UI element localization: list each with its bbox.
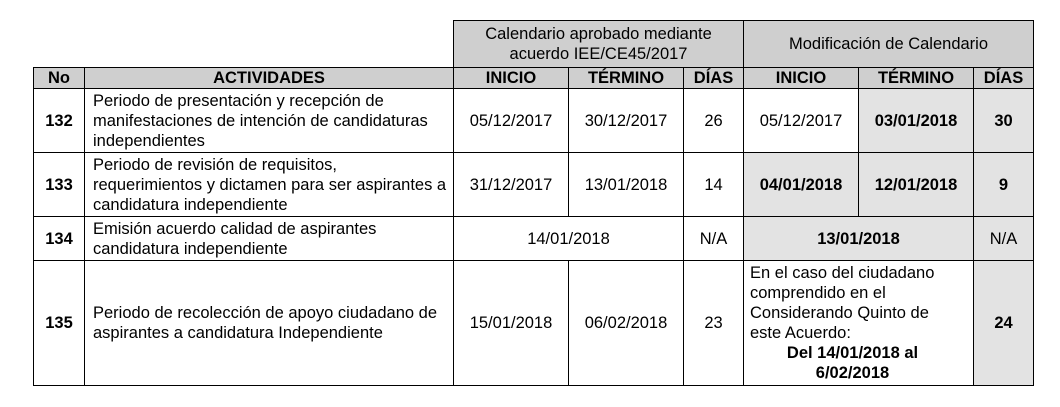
mod-end-date-cell: 03/01/2018	[859, 89, 974, 153]
table-row	[34, 217, 1034, 261]
date-cell: 14/01/2018	[454, 217, 684, 261]
activity-cell: Periodo de revisión de requisitos, requerimientos y dictamen para ser aspirantes a candidatura independiente	[85, 153, 454, 217]
col-header-termino: TÉRMINO	[569, 68, 684, 89]
col-header-actividades: ACTIVIDADES	[85, 68, 454, 89]
group-approved-header: Calendario aprobado mediante acuerdo IEE/CE45/2017	[454, 21, 744, 68]
mod-date-cell: 13/01/2018	[744, 217, 974, 261]
row-number: 133	[34, 153, 85, 217]
empty-corner	[34, 21, 454, 68]
activity-cell: Periodo de presentación y recepción de manifestaciones de intención de candidaturas independientes	[85, 89, 454, 153]
mod-note-range: Del 14/01/2018 al 6/02/2018	[786, 344, 919, 382]
mod-note-cell	[744, 261, 974, 386]
days-cell: 14	[684, 153, 744, 217]
mod-note-block	[750, 263, 955, 383]
mod-note-text: En el caso del ciudadano comprendido en el Considerando Quinto de este Acuerdo:	[750, 264, 935, 342]
start-date-cell: 31/12/2017	[454, 153, 569, 217]
mod-end-date-cell: 12/01/2018	[859, 153, 974, 217]
col-header-mod-inicio: INICIO	[744, 68, 859, 89]
row-number: 135	[34, 261, 85, 386]
col-header-mod-dias: DÍAS	[974, 68, 1034, 89]
table-row	[34, 89, 1034, 153]
end-date-cell: 06/02/2018	[569, 261, 684, 386]
calendar-table	[33, 20, 1034, 386]
days-cell: 23	[684, 261, 744, 386]
group-modified-header: Modificación de Calendario	[744, 21, 1034, 68]
mod-days-cell: 24	[974, 261, 1034, 386]
mod-days-cell: 30	[974, 89, 1034, 153]
activity-cell: Periodo de recolección de apoyo ciudadano de aspirantes a candidatura Independiente	[85, 261, 454, 386]
col-header-mod-termino: TÉRMINO	[859, 68, 974, 89]
mod-days-cell: N/A	[974, 217, 1034, 261]
end-date-cell: 13/01/2018	[569, 153, 684, 217]
column-header-row	[34, 68, 1034, 89]
table-row	[34, 153, 1034, 217]
table-row	[34, 261, 1034, 386]
mod-days-cell: 9	[974, 153, 1034, 217]
group-header-row	[34, 21, 1034, 68]
mod-start-date-cell: 05/12/2017	[744, 89, 859, 153]
start-date-cell: 05/12/2017	[454, 89, 569, 153]
row-number: 134	[34, 217, 85, 261]
mod-start-date-cell: 04/01/2018	[744, 153, 859, 217]
row-number: 132	[34, 89, 85, 153]
days-cell: N/A	[684, 217, 744, 261]
end-date-cell: 30/12/2017	[569, 89, 684, 153]
col-header-inicio: INICIO	[454, 68, 569, 89]
col-header-dias: DÍAS	[684, 68, 744, 89]
activity-cell: Emisión acuerdo calidad de aspirantes candidatura independiente	[85, 217, 454, 261]
days-cell: 26	[684, 89, 744, 153]
col-header-no: No	[34, 68, 85, 89]
start-date-cell: 15/01/2018	[454, 261, 569, 386]
